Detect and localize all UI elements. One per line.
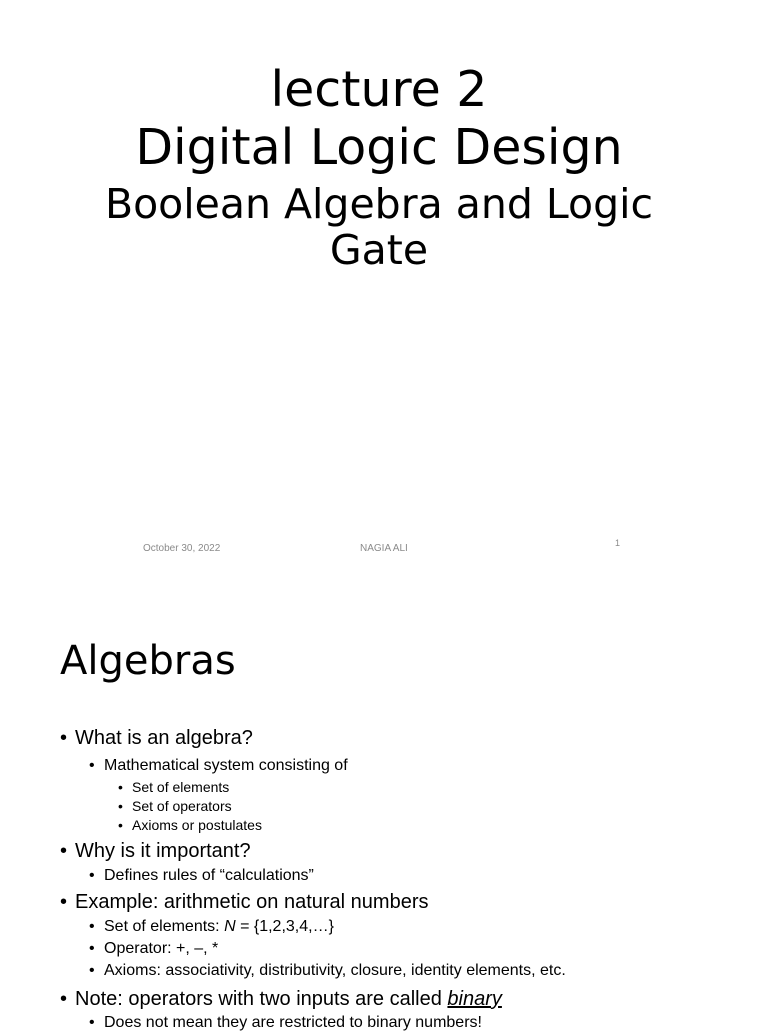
sub-bullet-item [89, 962, 566, 980]
bullet-text: Axioms or postulates [132, 817, 262, 833]
bullet-dot-icon: • [60, 891, 68, 913]
bullet-text: Example: arithmetic on natural numbers [75, 891, 429, 913]
lecture-number-title: lecture 2 [270, 61, 488, 118]
bullet-item [60, 891, 429, 914]
variable-n: N [224, 918, 236, 935]
slide-subtitle: Boolean Algebra and Logic Gate [104, 180, 654, 274]
bullet-text [75, 988, 502, 1010]
bullet-text: What is an algebra? [75, 727, 253, 749]
sub-sub-bullet-item [118, 817, 262, 833]
bullet-item [60, 840, 251, 863]
bullet-dot-icon: • [89, 757, 95, 774]
bullet-text: Why is it important? [75, 840, 251, 862]
bullet-dot-icon: • [89, 867, 95, 884]
bullet-text: Defines rules of “calculations” [104, 867, 314, 884]
text-segment: Note: operators with two inputs are called [75, 988, 448, 1010]
bullet-dot-icon: • [89, 962, 95, 979]
algebras-slide [0, 576, 768, 1031]
bullet-dot-icon: • [60, 727, 68, 749]
footer-page-number: 1 [615, 538, 621, 548]
bullet-dot-icon: • [60, 840, 68, 862]
bullet-dot-icon: • [118, 817, 123, 833]
sub-sub-bullet-item [118, 798, 232, 814]
footer-author: NAGIA ALI [360, 543, 408, 554]
bullet-dot-icon: • [118, 779, 123, 795]
sub-bullet-item [89, 1014, 482, 1032]
text-segment: Set of elements: [104, 918, 225, 935]
bullet-text: Mathematical system consisting of [104, 757, 348, 774]
bullet-text: Axioms: associativity, distributivity, closure, identity elements, etc. [104, 962, 566, 979]
sub-bullet-item [89, 867, 314, 885]
bullet-text: Set of elements [132, 779, 230, 795]
sub-bullet-item [89, 757, 348, 775]
bullet-item [60, 727, 253, 750]
sub-sub-bullet-item [118, 779, 229, 795]
bullet-dot-icon: • [118, 798, 123, 814]
bullet-item [60, 988, 502, 1011]
bullet-dot-icon: • [89, 1014, 95, 1031]
course-title: Digital Logic Design [135, 119, 623, 176]
bullet-text: Set of operators [132, 798, 232, 814]
footer-date: October 30, 2022 [143, 543, 221, 554]
bullet-text: Operator: +, –, * [104, 940, 219, 957]
bullet-dot-icon: • [60, 988, 68, 1010]
sub-bullet-item [89, 940, 218, 958]
bullet-text: Does not mean they are restricted to binary numbers! [104, 1014, 482, 1031]
bullet-text [104, 918, 334, 935]
bullet-dot-icon: • [89, 940, 95, 957]
sub-bullet-item [89, 918, 334, 936]
text-segment: = {1,2,3,4,…} [235, 918, 334, 935]
slide-title: Algebras [60, 638, 236, 684]
bullet-dot-icon: • [89, 918, 95, 935]
emphasized-term: binary [447, 988, 502, 1010]
